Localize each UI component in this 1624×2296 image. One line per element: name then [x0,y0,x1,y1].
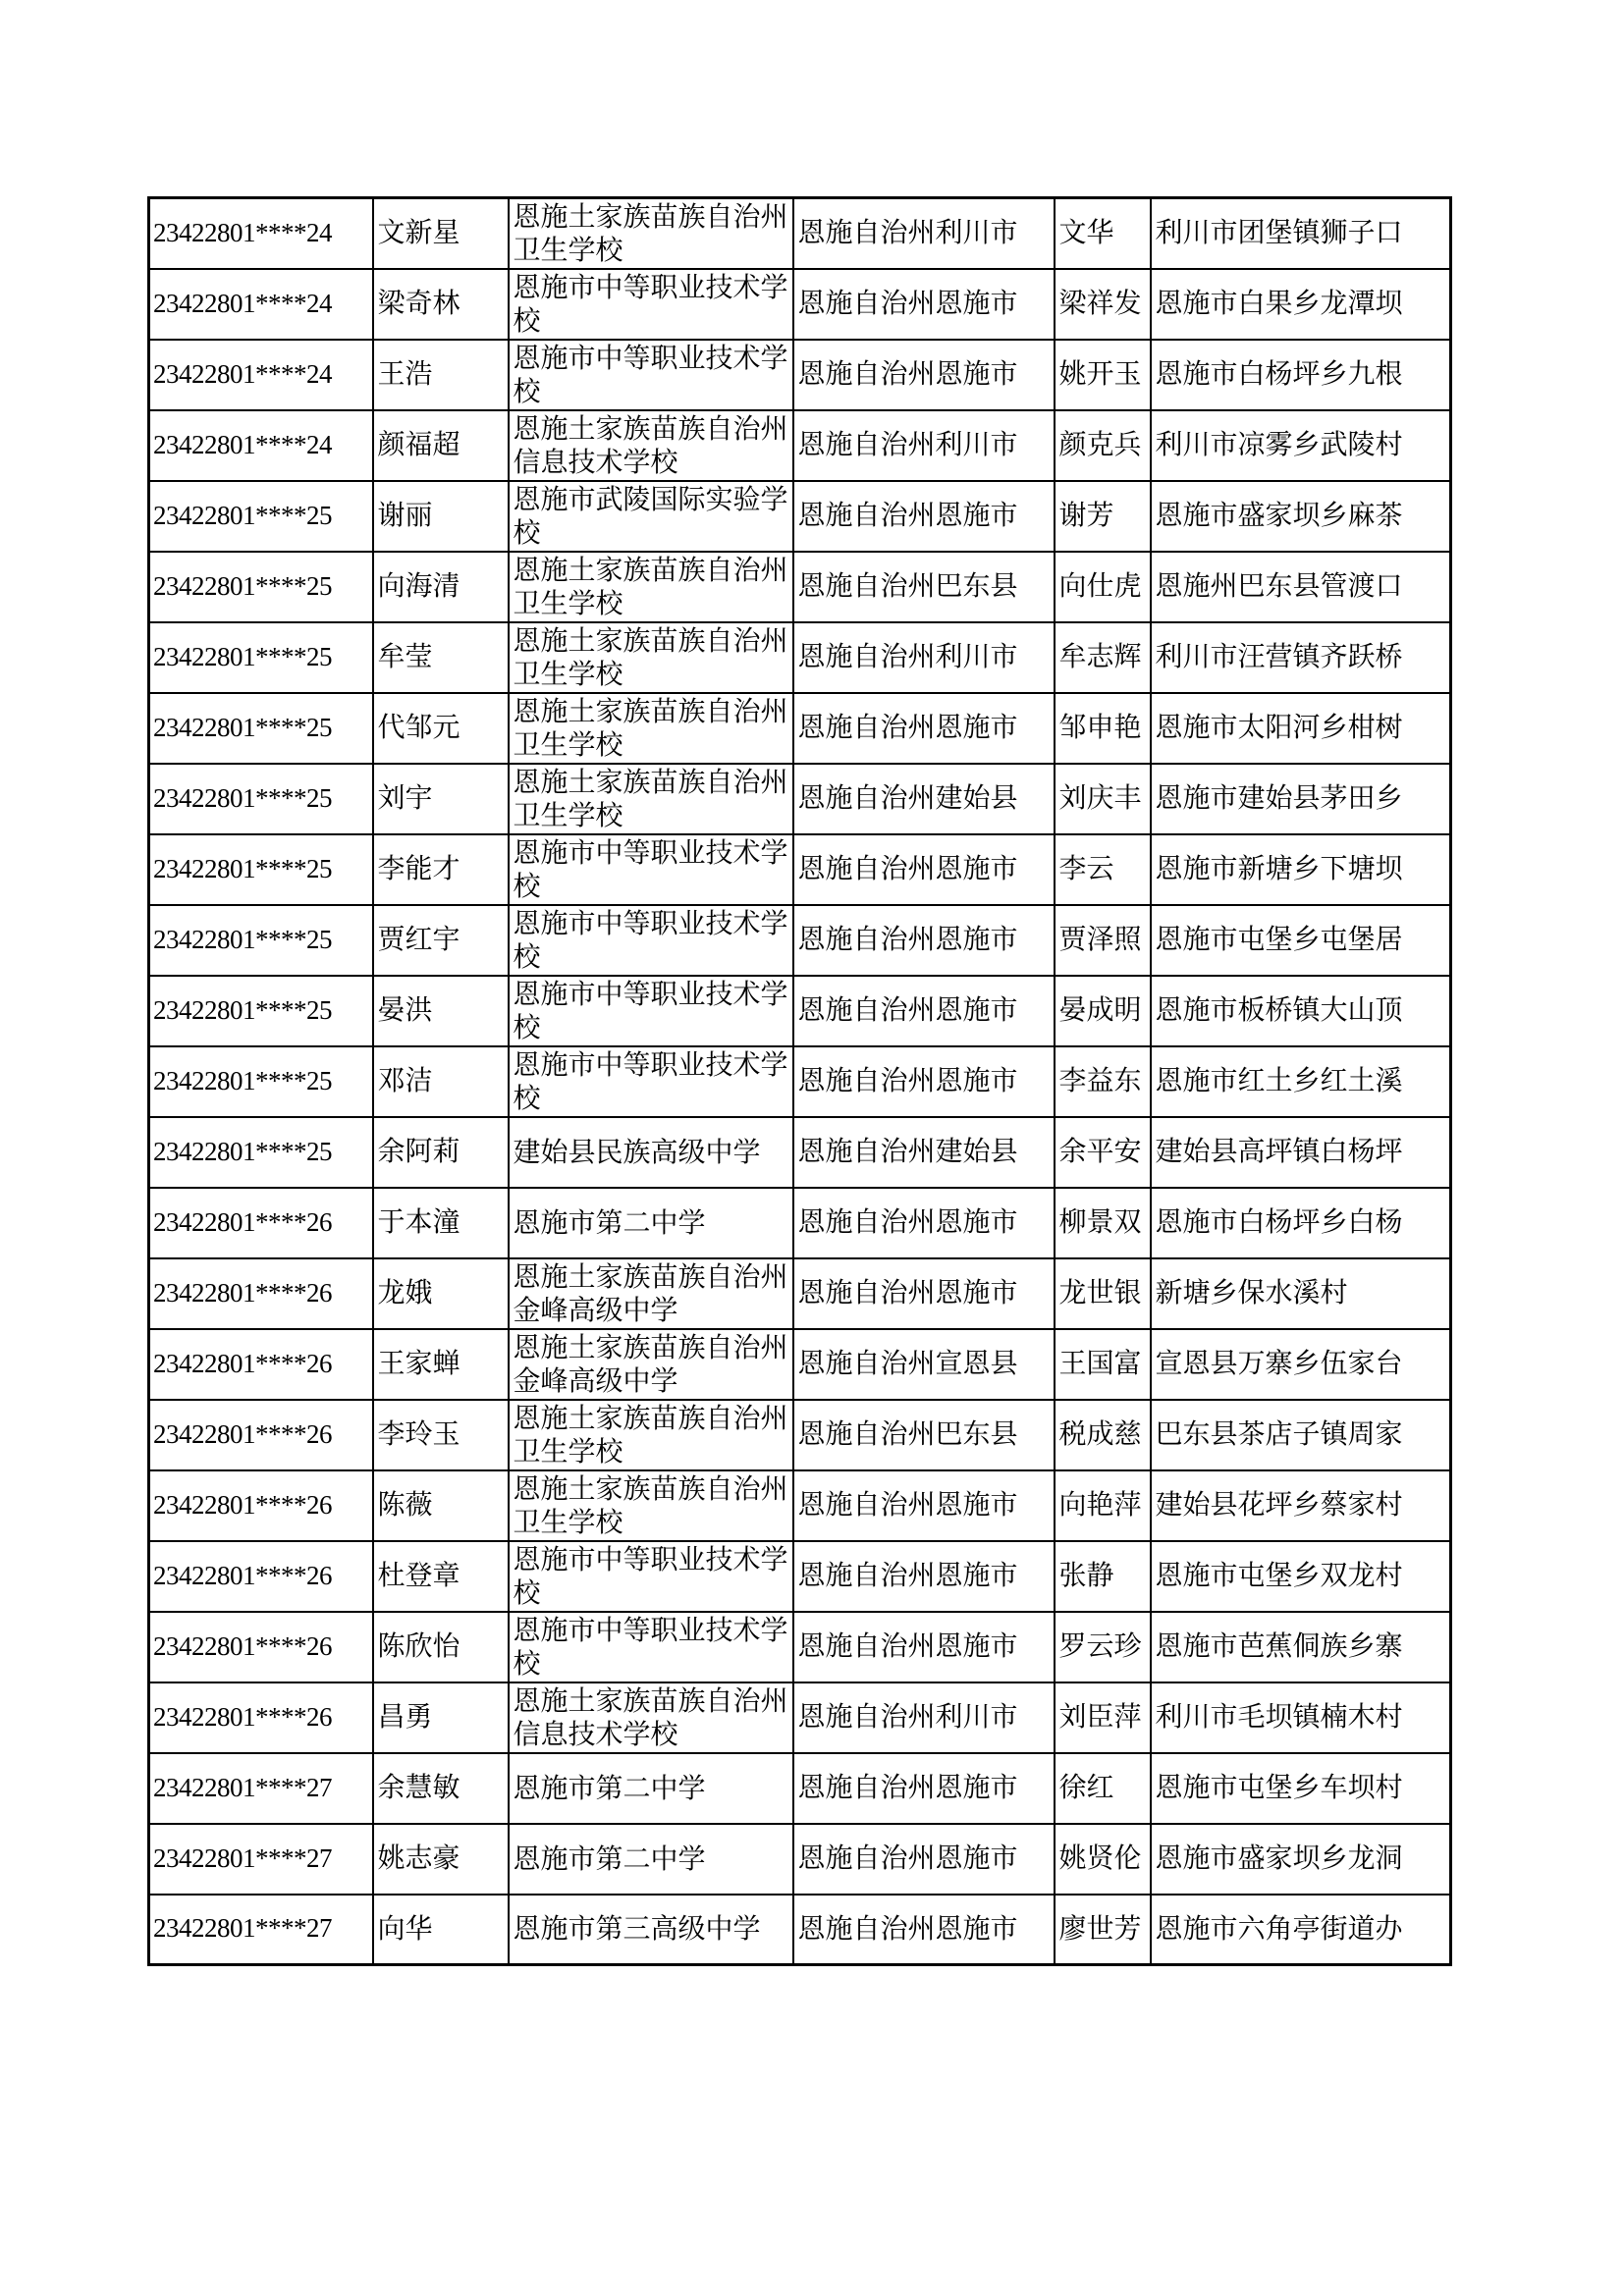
cell-school: 恩施市第二中学 [509,1753,793,1824]
cell-region: 恩施自治州建始县 [793,764,1055,834]
cell-school: 恩施土家族苗族自治州卫生学校 [509,693,793,764]
cell-name: 杜登章 [373,1541,509,1612]
table-row [149,834,1451,905]
cell-guardian: 姚贤伦 [1055,1824,1151,1895]
cell-name: 于本潼 [373,1188,509,1258]
cell-name: 陈欣怡 [373,1612,509,1682]
cell-name: 余慧敏 [373,1753,509,1824]
cell-guardian: 余平安 [1055,1117,1151,1188]
table-row [149,1117,1451,1188]
cell-region: 恩施自治州利川市 [793,1682,1055,1753]
cell-name: 刘宇 [373,764,509,834]
cell-guardian: 贾泽照 [1055,905,1151,976]
cell-guardian: 张静 [1055,1541,1151,1612]
cell-id: 23422801****25 [149,1117,373,1188]
table-row [149,1682,1451,1753]
cell-region: 恩施自治州恩施市 [793,1470,1055,1541]
cell-region: 恩施自治州恩施市 [793,1541,1055,1612]
cell-name: 邓洁 [373,1046,509,1117]
cell-guardian: 廖世芳 [1055,1895,1151,1965]
cell-guardian: 李云 [1055,834,1151,905]
table-row [149,1612,1451,1682]
cell-address: 宣恩县万寨乡伍家台 [1151,1329,1451,1400]
table-row [149,1329,1451,1400]
table-row [149,1470,1451,1541]
cell-school: 恩施市中等职业技术学校 [509,1046,793,1117]
cell-school: 恩施土家族苗族自治州卫生学校 [509,1470,793,1541]
cell-guardian: 牟志辉 [1055,622,1151,693]
cell-guardian: 王国富 [1055,1329,1151,1400]
cell-id: 23422801****25 [149,764,373,834]
cell-guardian: 姚开玉 [1055,340,1151,410]
cell-school: 恩施土家族苗族自治州卫生学校 [509,552,793,622]
cell-school: 恩施土家族苗族自治州信息技术学校 [509,410,793,481]
table-row [149,410,1451,481]
cell-address: 建始县花坪乡蔡家村 [1151,1470,1451,1541]
cell-name: 代邹元 [373,693,509,764]
cell-id: 23422801****24 [149,269,373,340]
cell-region: 恩施自治州恩施市 [793,1824,1055,1895]
cell-id: 23422801****25 [149,552,373,622]
cell-guardian: 文华 [1055,198,1151,269]
cell-address: 恩施市屯堡乡车坝村 [1151,1753,1451,1824]
cell-name: 梁奇林 [373,269,509,340]
cell-name: 王浩 [373,340,509,410]
cell-address: 新塘乡保水溪村 [1151,1258,1451,1329]
cell-school: 恩施市第三高级中学 [509,1895,793,1965]
table-row [149,1400,1451,1470]
cell-school: 恩施市中等职业技术学校 [509,1541,793,1612]
table-row [149,1258,1451,1329]
cell-guardian: 谢芳 [1055,481,1151,552]
table-row [149,198,1451,269]
cell-region: 恩施自治州恩施市 [793,976,1055,1046]
cell-name: 向海清 [373,552,509,622]
cell-school: 恩施市中等职业技术学校 [509,976,793,1046]
cell-address: 利川市团堡镇狮子口 [1151,198,1451,269]
table-row [149,1541,1451,1612]
cell-school: 恩施土家族苗族自治州卫生学校 [509,1400,793,1470]
cell-name: 王家蝉 [373,1329,509,1400]
cell-name: 陈薇 [373,1470,509,1541]
cell-id: 23422801****26 [149,1258,373,1329]
cell-address: 恩施市白杨坪乡九根 [1151,340,1451,410]
cell-guardian: 李益东 [1055,1046,1151,1117]
cell-name: 牟莹 [373,622,509,693]
cell-id: 23422801****25 [149,622,373,693]
cell-address: 恩施市白果乡龙潭坝 [1151,269,1451,340]
cell-id: 23422801****25 [149,834,373,905]
cell-name: 李玲玉 [373,1400,509,1470]
cell-region: 恩施自治州恩施市 [793,1895,1055,1965]
cell-id: 23422801****26 [149,1188,373,1258]
cell-id: 23422801****25 [149,693,373,764]
cell-region: 恩施自治州恩施市 [793,1046,1055,1117]
cell-name: 文新星 [373,198,509,269]
table-row [149,622,1451,693]
cell-region: 恩施自治州恩施市 [793,1753,1055,1824]
cell-id: 23422801****27 [149,1753,373,1824]
table-row [149,269,1451,340]
table-row [149,340,1451,410]
cell-school: 恩施市武陵国际实验学校 [509,481,793,552]
cell-region: 恩施自治州恩施市 [793,340,1055,410]
cell-address: 恩施市太阳河乡柑树 [1151,693,1451,764]
cell-guardian: 刘臣萍 [1055,1682,1151,1753]
cell-guardian: 罗云珍 [1055,1612,1151,1682]
cell-name: 余阿莉 [373,1117,509,1188]
cell-address: 恩施市新塘乡下塘坝 [1151,834,1451,905]
cell-region: 恩施自治州利川市 [793,622,1055,693]
table-row [149,693,1451,764]
table-row [149,1046,1451,1117]
table-row [149,976,1451,1046]
cell-address: 恩施州巴东县管渡口 [1151,552,1451,622]
cell-region: 恩施自治州宣恩县 [793,1329,1055,1400]
cell-name: 谢丽 [373,481,509,552]
table-row [149,905,1451,976]
cell-region: 恩施自治州建始县 [793,1117,1055,1188]
cell-school: 恩施土家族苗族自治州卫生学校 [509,622,793,693]
cell-guardian: 邹申艳 [1055,693,1151,764]
cell-id: 23422801****25 [149,976,373,1046]
record-table [147,196,1452,1966]
cell-school: 恩施土家族苗族自治州卫生学校 [509,764,793,834]
cell-address: 恩施市建始县茅田乡 [1151,764,1451,834]
cell-address: 恩施市六角亭街道办 [1151,1895,1451,1965]
cell-region: 恩施自治州巴东县 [793,552,1055,622]
cell-address: 巴东县茶店子镇周家 [1151,1400,1451,1470]
cell-id: 23422801****26 [149,1612,373,1682]
cell-name: 昌勇 [373,1682,509,1753]
cell-guardian: 税成慈 [1055,1400,1151,1470]
cell-id: 23422801****24 [149,340,373,410]
cell-name: 晏洪 [373,976,509,1046]
cell-school: 恩施市中等职业技术学校 [509,1612,793,1682]
cell-guardian: 刘庆丰 [1055,764,1151,834]
cell-address: 恩施市屯堡乡双龙村 [1151,1541,1451,1612]
cell-school: 恩施土家族苗族自治州卫生学校 [509,198,793,269]
cell-address: 恩施市屯堡乡屯堡居 [1151,905,1451,976]
record-table-body [149,198,1451,1965]
cell-id: 23422801****26 [149,1682,373,1753]
cell-address: 恩施市白杨坪乡白杨 [1151,1188,1451,1258]
cell-id: 23422801****25 [149,481,373,552]
cell-guardian: 向艳萍 [1055,1470,1151,1541]
table-row [149,1753,1451,1824]
cell-school: 恩施市中等职业技术学校 [509,834,793,905]
cell-name: 李能才 [373,834,509,905]
cell-id: 23422801****27 [149,1895,373,1965]
cell-school: 建始县民族高级中学 [509,1117,793,1188]
cell-school: 恩施土家族苗族自治州信息技术学校 [509,1682,793,1753]
cell-school: 恩施市中等职业技术学校 [509,269,793,340]
cell-region: 恩施自治州利川市 [793,198,1055,269]
cell-guardian: 龙世银 [1055,1258,1151,1329]
cell-id: 23422801****26 [149,1400,373,1470]
cell-id: 23422801****25 [149,1046,373,1117]
cell-name: 颜福超 [373,410,509,481]
cell-region: 恩施自治州恩施市 [793,1612,1055,1682]
cell-school: 恩施土家族苗族自治州金峰高级中学 [509,1329,793,1400]
cell-address: 利川市凉雾乡武陵村 [1151,410,1451,481]
cell-guardian: 徐红 [1055,1753,1151,1824]
cell-name: 姚志豪 [373,1824,509,1895]
cell-region: 恩施自治州恩施市 [793,834,1055,905]
cell-address: 恩施市红土乡红土溪 [1151,1046,1451,1117]
cell-region: 恩施自治州利川市 [793,410,1055,481]
cell-school: 恩施市第二中学 [509,1824,793,1895]
cell-guardian: 梁祥发 [1055,269,1151,340]
cell-id: 23422801****25 [149,905,373,976]
cell-address: 建始县高坪镇白杨坪 [1151,1117,1451,1188]
cell-address: 恩施市盛家坝乡龙洞 [1151,1824,1451,1895]
table-row [149,552,1451,622]
cell-address: 利川市毛坝镇楠木村 [1151,1682,1451,1753]
cell-address: 恩施市盛家坝乡麻茶 [1151,481,1451,552]
cell-school: 恩施土家族苗族自治州金峰高级中学 [509,1258,793,1329]
cell-school: 恩施市第二中学 [509,1188,793,1258]
cell-region: 恩施自治州恩施市 [793,1258,1055,1329]
cell-guardian: 晏成明 [1055,976,1151,1046]
cell-region: 恩施自治州恩施市 [793,269,1055,340]
table-row [149,481,1451,552]
table-row [149,764,1451,834]
cell-id: 23422801****26 [149,1470,373,1541]
cell-name: 龙娥 [373,1258,509,1329]
cell-name: 贾红宇 [373,905,509,976]
table-row [149,1188,1451,1258]
table-row [149,1895,1451,1965]
cell-address: 利川市汪营镇齐跃桥 [1151,622,1451,693]
cell-region: 恩施自治州恩施市 [793,1188,1055,1258]
cell-id: 23422801****26 [149,1541,373,1612]
cell-id: 23422801****27 [149,1824,373,1895]
cell-region: 恩施自治州恩施市 [793,693,1055,764]
cell-id: 23422801****24 [149,410,373,481]
cell-school: 恩施市中等职业技术学校 [509,905,793,976]
cell-guardian: 向仕虎 [1055,552,1151,622]
cell-region: 恩施自治州恩施市 [793,481,1055,552]
cell-id: 23422801****26 [149,1329,373,1400]
cell-region: 恩施自治州恩施市 [793,905,1055,976]
cell-school: 恩施市中等职业技术学校 [509,340,793,410]
cell-guardian: 颜克兵 [1055,410,1151,481]
cell-name: 向华 [373,1895,509,1965]
cell-id: 23422801****24 [149,198,373,269]
cell-region: 恩施自治州巴东县 [793,1400,1055,1470]
cell-guardian: 柳景双 [1055,1188,1151,1258]
cell-address: 恩施市芭蕉侗族乡寨 [1151,1612,1451,1682]
cell-address: 恩施市板桥镇大山顶 [1151,976,1451,1046]
table-row [149,1824,1451,1895]
